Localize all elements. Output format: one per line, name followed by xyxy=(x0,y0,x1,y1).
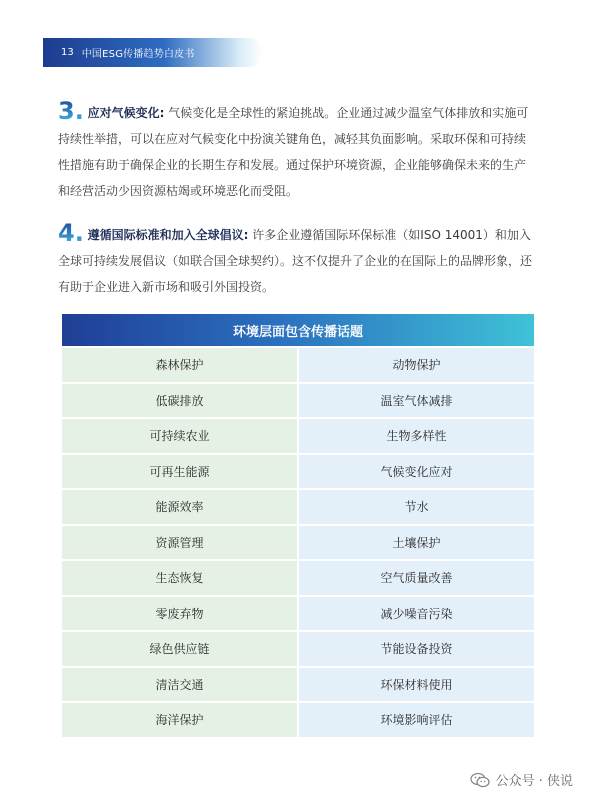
table-row xyxy=(62,632,534,666)
table-cell: 动物保护 xyxy=(299,348,534,382)
section-4 xyxy=(58,219,536,300)
page-number: 13 xyxy=(61,47,74,58)
table-row xyxy=(62,419,534,453)
section-4-paragraph xyxy=(58,219,536,300)
table-title: 环境层面包含传播话题 xyxy=(62,314,534,346)
table-row xyxy=(62,561,534,595)
table-cell: 环保材料使用 xyxy=(299,668,534,702)
section-4-text: 许多企业遵循国际环保标准（如ISO 14001）和加入全球可持续发展倡议（如联合国全球契约）。这不仅提升了企业的在国际上的品牌形象，还有助于企业进入新市场和吸引外国投资。 xyxy=(58,228,533,294)
section-3-lead: 应对气候变化: xyxy=(87,106,165,120)
table-row xyxy=(62,526,534,560)
page-header-band xyxy=(43,38,263,67)
table-cell: 能源效率 xyxy=(62,490,297,524)
table-row xyxy=(62,703,534,737)
table-cell: 森林保护 xyxy=(62,348,297,382)
table-cell: 生物多样性 xyxy=(299,419,534,453)
table-row xyxy=(62,597,534,631)
table-row xyxy=(62,490,534,524)
table-cell: 节水 xyxy=(299,490,534,524)
section-3-text: 气候变化是全球性的紧迫挑战。企业通过减少温室气体排放和实施可持续性举措，可以在应对气候变化中扮演关键角色，减轻其负面影响。采取环保和可持续性措施有助于确保企业的长期生存和发展。通过保护环境资源，企业能够确保未来的生产和经营活动少因资源枯竭或环境恶化而受阻。 xyxy=(58,106,529,198)
table-cell: 资源管理 xyxy=(62,526,297,560)
wechat-icon xyxy=(470,772,490,788)
table-cell: 清洁交通 xyxy=(62,668,297,702)
table-cell: 节能设备投资 xyxy=(299,632,534,666)
table-cell: 土壤保护 xyxy=(299,526,534,560)
table-cell: 空气质量改善 xyxy=(299,561,534,595)
document-title: 中国ESG传播趋势白皮书 xyxy=(81,49,195,60)
watermark xyxy=(470,770,573,789)
table-row xyxy=(62,668,534,702)
watermark-text: 公众号 · 侠说 xyxy=(495,774,573,789)
table-body xyxy=(62,348,534,737)
table-cell: 海洋保护 xyxy=(62,703,297,737)
table-row xyxy=(62,455,534,489)
table-cell: 低碳排放 xyxy=(62,384,297,418)
table-cell: 环境影响评估 xyxy=(299,703,534,737)
table-cell: 温室气体减排 xyxy=(299,384,534,418)
table-cell: 可持续农业 xyxy=(62,419,297,453)
table-cell: 气候变化应对 xyxy=(299,455,534,489)
topics-table xyxy=(62,314,534,737)
section-3 xyxy=(58,97,536,204)
table-cell: 零废弃物 xyxy=(62,597,297,631)
section-3-paragraph xyxy=(58,97,536,204)
section-4-lead: 遵循国际标准和加入全球倡议: xyxy=(87,228,249,242)
table-cell: 生态恢复 xyxy=(62,561,297,595)
table-row xyxy=(62,384,534,418)
section-4-number: 4. xyxy=(58,219,84,247)
table-cell: 减少噪音污染 xyxy=(299,597,534,631)
table-row xyxy=(62,348,534,382)
section-3-number: 3. xyxy=(58,97,84,125)
table-cell: 可再生能源 xyxy=(62,455,297,489)
table-cell: 绿色供应链 xyxy=(62,632,297,666)
